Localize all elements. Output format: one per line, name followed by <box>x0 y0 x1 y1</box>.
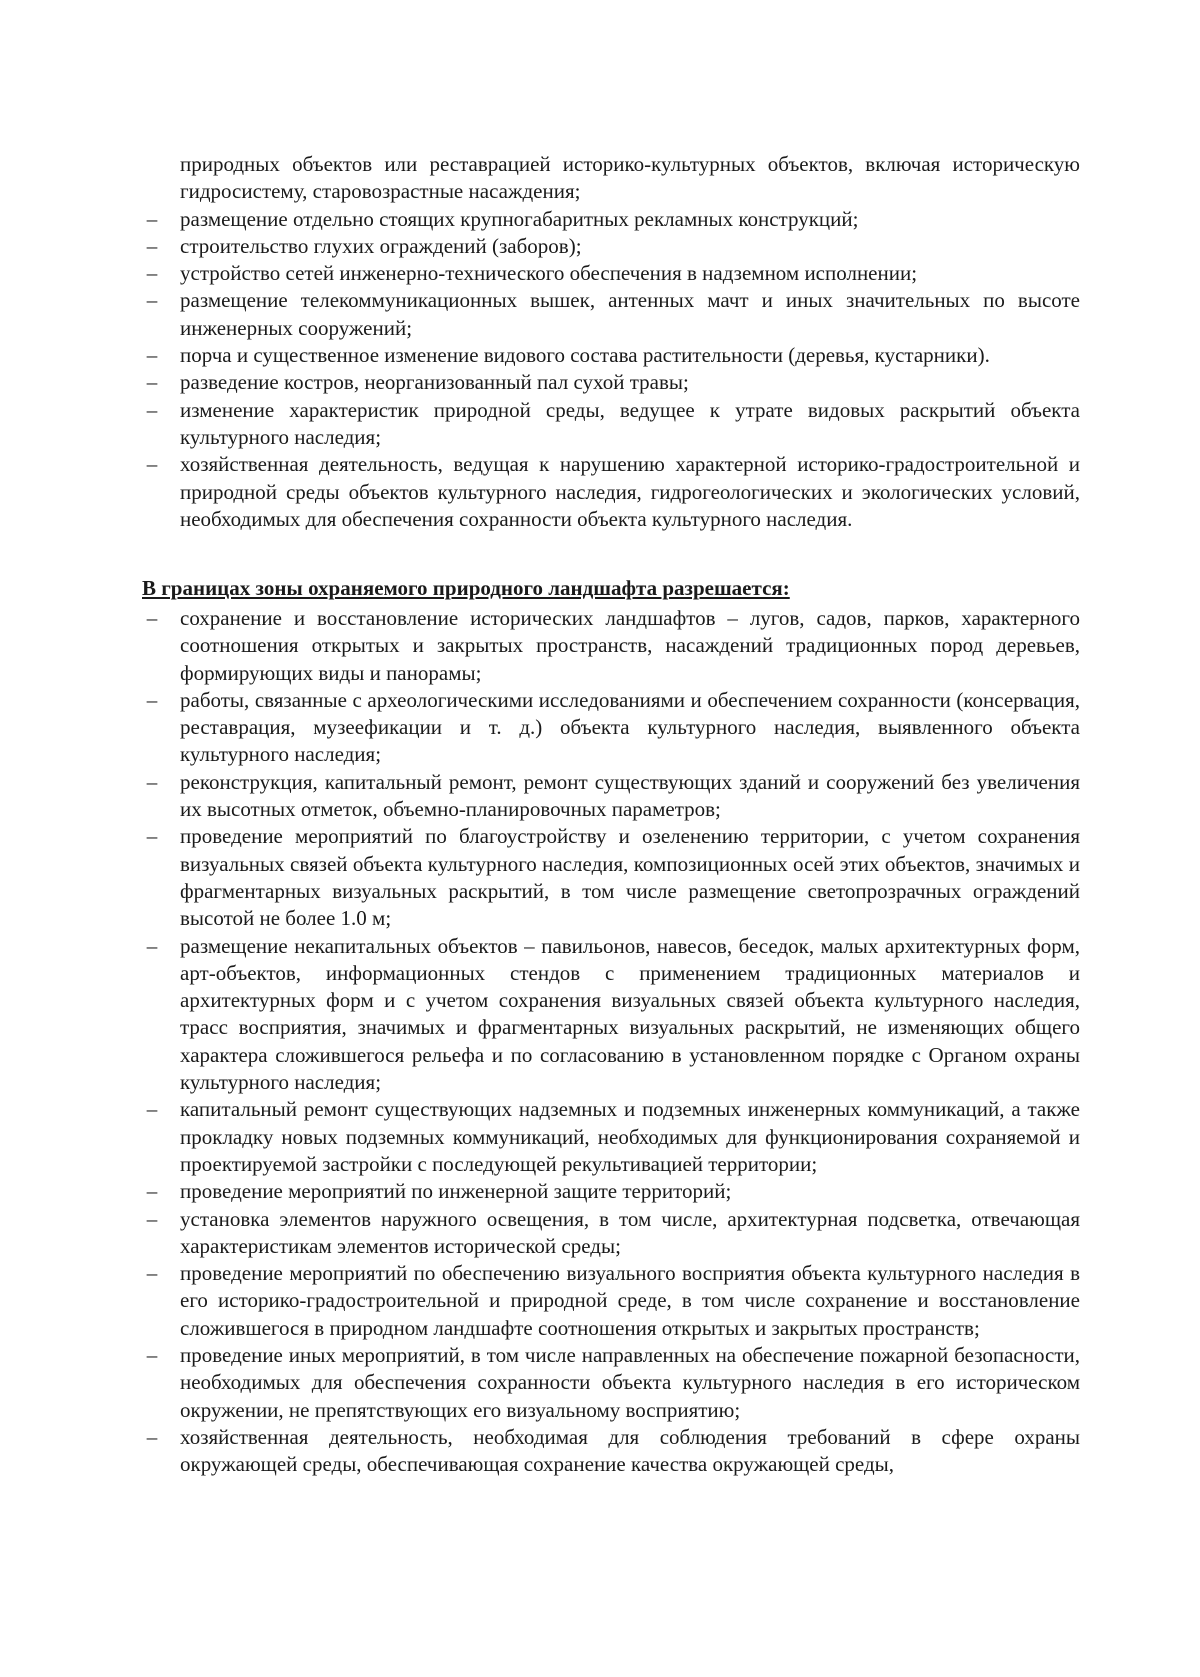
list-item <box>142 769 1080 824</box>
section-heading: В границах зоны охраняемого природного ландшафта разрешается: <box>142 576 790 600</box>
dash-bullet: – <box>146 233 158 258</box>
list-item-text: размещение телекоммуникационных вышек, антенных мачт и иных значительных по высоте инженерных сооружений; <box>180 288 1080 340</box>
list-item <box>142 206 1080 233</box>
list-item <box>142 1424 1080 1479</box>
list-item <box>142 369 1080 396</box>
dash-bullet: – <box>146 1097 158 1122</box>
list-item-text: работы, связанные с археологическими исследованиями и обеспечением сохранности (консервация, реставрация, музеефикации и т. д.) объекта культурного наследия, выявленного объекта культурного наследия; <box>180 687 1080 767</box>
list-item-text: хозяйственная деятельность, необходимая для соблюдения требований в сфере охраны окружающей среды, обеспечивающая сохранение качества окружающей среды, <box>180 1424 1080 1477</box>
list-item-text: установка элементов наружного освещения, в том числе, архитектурная подсветка, отвечающая характеристикам элементов исторической среды; <box>180 1206 1080 1258</box>
dash-bullet: – <box>146 687 158 712</box>
dash-bullet: – <box>146 1179 158 1204</box>
list-item-text: реконструкция, капитальный ремонт, ремонт существующих зданий и сооружений без увеличения их высотных отметок, объемно-планировочных параметров; <box>180 769 1080 822</box>
dash-bullet: – <box>146 769 158 794</box>
list-item-text: хозяйственная деятельность, ведущая к нарушению характерной историко-градостроительной и природной среды объектов культурного наследия, гидрогеологических и экологических условий, необходимых для обеспечения сохранности объекта культурного наследия. <box>180 452 1080 531</box>
list-item <box>142 451 1080 533</box>
list-item-text: проведение мероприятий по благоустройству и озеленению территории, с учетом сохранения визуальных связей объекта культурного наследия, композиционных осей этих объектов, значимых и фрагментарных визуальных раскрытий, в том числе размещение светопрозрачных ограждений высотой не более 1.0 м; <box>180 824 1080 931</box>
list-item <box>142 151 1080 206</box>
list-item <box>142 687 1080 769</box>
prohibited-list <box>142 151 1080 533</box>
list-item-text: проведение мероприятий по инженерной защите территорий; <box>180 1179 732 1204</box>
list-item-text: природных объектов или реставрацией историко-культурных объектов, включая историческую гидросистему, старовозрастные насаждения; <box>180 152 1080 204</box>
list-item-text: размещение некапитальных объектов – павильонов, навесов, беседок, малых архитектурных форм, арт-объектов, информационных стендов с применением традиционных материалов и архитектурных форм и с учетом сохранения визуальных связей объекта культурного наследия, трасс восприятия, значимых и фрагментарных визуальных раскрытий, не изменяющих общего характера сложившегося рельефа и по согласованию в установленном порядке с Органом охраны культурного наследия; <box>180 933 1080 1095</box>
list-item <box>142 397 1080 452</box>
list-item <box>142 233 1080 260</box>
list-item <box>142 1260 1080 1342</box>
dash-bullet: – <box>146 824 158 849</box>
list-item <box>142 1342 1080 1424</box>
dash-bullet: – <box>146 606 158 630</box>
list-item <box>142 933 1080 1097</box>
dash-bullet: – <box>146 1206 158 1231</box>
list-item <box>142 342 1080 369</box>
list-item <box>142 287 1080 342</box>
dash-bullet: – <box>146 343 158 368</box>
list-item <box>142 1206 1080 1261</box>
dash-bullet: – <box>146 397 158 422</box>
list-item <box>142 260 1080 287</box>
list-item <box>142 1178 1080 1205</box>
list-item-text: изменение характеристик природной среды, ведущее к утрате видовых раскрытий объекта культурного наследия; <box>180 397 1080 449</box>
list-item-text: строительство глухих ограждений (заборов); <box>180 233 582 258</box>
dash-bullet: – <box>146 1424 158 1449</box>
list-item-text: проведение мероприятий по обеспечению визуального восприятия объекта культурного наследия в его историко-градостроительной и природной среде, в том числе сохранение и восстановление сложившегося в природном ландшафте соотношения открытых и закрытых пространств; <box>180 1261 1080 1340</box>
permitted-list <box>142 605 1080 1479</box>
dash-bullet: – <box>146 452 158 477</box>
dash-bullet: – <box>146 1261 158 1286</box>
dash-bullet: – <box>146 370 158 395</box>
dash-bullet: – <box>146 1343 158 1368</box>
list-item-text: проведение иных мероприятий, в том числе направленных на обеспечение пожарной безопасности, необходимых для обеспечения сохранности объекта культурного наследия в его историческом окружении, не препятствующих его визуальному восприятию; <box>180 1343 1080 1422</box>
list-item <box>142 823 1080 932</box>
dash-bullet: – <box>146 933 158 958</box>
list-item-text: разведение костров, неорганизованный пал сухой травы; <box>180 370 689 395</box>
list-item-text: сохранение и восстановление исторических ландшафтов – лугов, садов, парков, характерного соотношения открытых и закрытых пространств, насаждений традиционных пород деревьев, формирующих виды и панорамы; <box>180 606 1080 685</box>
dash-bullet: – <box>146 261 158 286</box>
dash-bullet: – <box>146 206 158 231</box>
list-item-text: капитальный ремонт существующих надземных и подземных инженерных коммуникаций, а также прокладку новых подземных коммуникаций, необходимых для функционирования сохраняемой и проектируемой застройки с последующей рекультивацией территории; <box>180 1097 1080 1176</box>
list-item <box>142 1096 1080 1178</box>
dash-bullet: – <box>146 288 158 313</box>
list-item-text: порча и существенное изменение видового состава растительности (деревья, кустарники). <box>180 343 990 368</box>
list-item-text: размещение отдельно стоящих крупногабаритных рекламных конструкций; <box>180 206 859 231</box>
list-item-text: устройство сетей инженерно-технического обеспечения в надземном исполнении; <box>180 261 918 286</box>
list-item <box>142 605 1080 687</box>
